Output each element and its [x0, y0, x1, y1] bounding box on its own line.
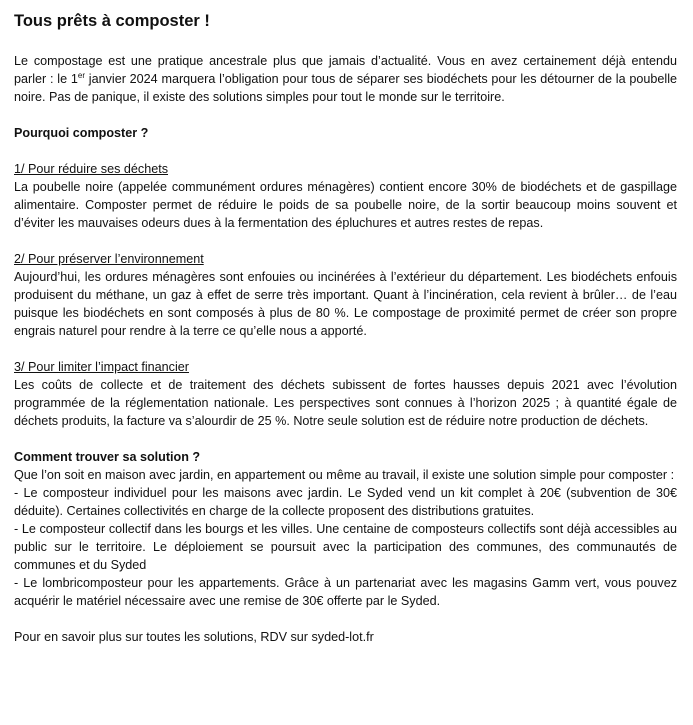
solution-section: [14, 448, 677, 610]
solution-item-individual: - Le composteur individuel pour les maisons avec jardin. Le Syded vend un kit complet à 20€ (subvention de 30€ déduite). Certaines collectivités en charge de la collecte proposent des distributions gratuites.: [14, 486, 677, 518]
solution-intro: Que l’on soit en maison avec jardin, en appartement ou même au travail, il existe une solution simple pour composter :: [14, 468, 675, 482]
section-2-body: Aujourd’hui, les ordures ménagères sont enfouies ou incinérées à l’extérieur du département. Les biodéchets enfouis produisent du méthane, un gaz à effet de serre très important. Quant à l’incinération, cela revient à brûler… de l’eau puisque les biodéchets en sont composés à plus de 80 %. Le compostage de proximité permet de créer son propre engrais naturel pour rendre à la terre ce qu’elle nous a apporté.: [14, 270, 677, 338]
intro-paragraph: [14, 52, 677, 106]
solution-heading: Comment trouver sa solution ?: [14, 450, 201, 464]
section-2-heading: 2/ Pour préserver l’environnement: [14, 252, 204, 266]
footer-text: Pour en savoir plus sur toutes les solutions, RDV sur syded-lot.fr: [14, 630, 374, 644]
section-1-body: La poubelle noire (appelée communément ordures ménagères) contient encore 30% de biodéchets et de gaspillage alimentaire. Composter permet de réduire le poids de sa poubelle noire, de la sortir beaucoup moins souvent et d’éviter les mauvaises odeurs dues à la fermentation des épluchures et autres restes de repas.: [14, 180, 677, 230]
section-3: [14, 358, 677, 430]
why-heading: Pourquoi composter ?: [14, 126, 149, 140]
solution-item-vermicomposter: - Le lombricomposteur pour les appartements. Grâce à un partenariat avec les magasins Gamm vert, vous pouvez acquérir le matériel nécessaire avec une remise de 30€ offerte par le Syded.: [14, 576, 677, 608]
intro-text-end: janvier 2024 marquera l’obligation pour tous de séparer ses biodéchets pour les détourner de la poubelle noire. Pas de panique, il existe des solutions simples pour tout le monde sur le territoire.: [14, 72, 678, 104]
section-3-heading: 3/ Pour limiter l’impact financier: [14, 360, 189, 374]
section-1: [14, 160, 677, 232]
section-2: [14, 250, 677, 340]
section-1-heading: 1/ Pour réduire ses déchets: [14, 162, 169, 176]
document: [14, 10, 677, 646]
page-title: Tous prêts à composter !: [14, 12, 210, 30]
section-3-body: Les coûts de collecte et de traitement des déchets subissent de fortes hausses depuis 2021 avec l’évolution programmée de la réglementation nationale. Les perspectives sont connues à l’horizon 2025 ; à quantité égale de déchets produits, la facture va s’alourdir de 25 %. Notre seule solution est de réduire notre production de déchets.: [14, 378, 677, 428]
solution-item-collective: - Le composteur collectif dans les bourgs et les villes. Une centaine de composteurs collectifs sont déjà accessibles au public sur le territoire. Le déploiement se poursuit avec la participation des communes, des communautés de communes et du Syded: [14, 522, 677, 572]
intro-superscript: er: [77, 70, 85, 80]
intro-text-start: Le compostage est une pratique ancestrale plus que jamais d’actualité. Vous en avez certainement déjà entendu parler : le 1: [14, 54, 677, 86]
